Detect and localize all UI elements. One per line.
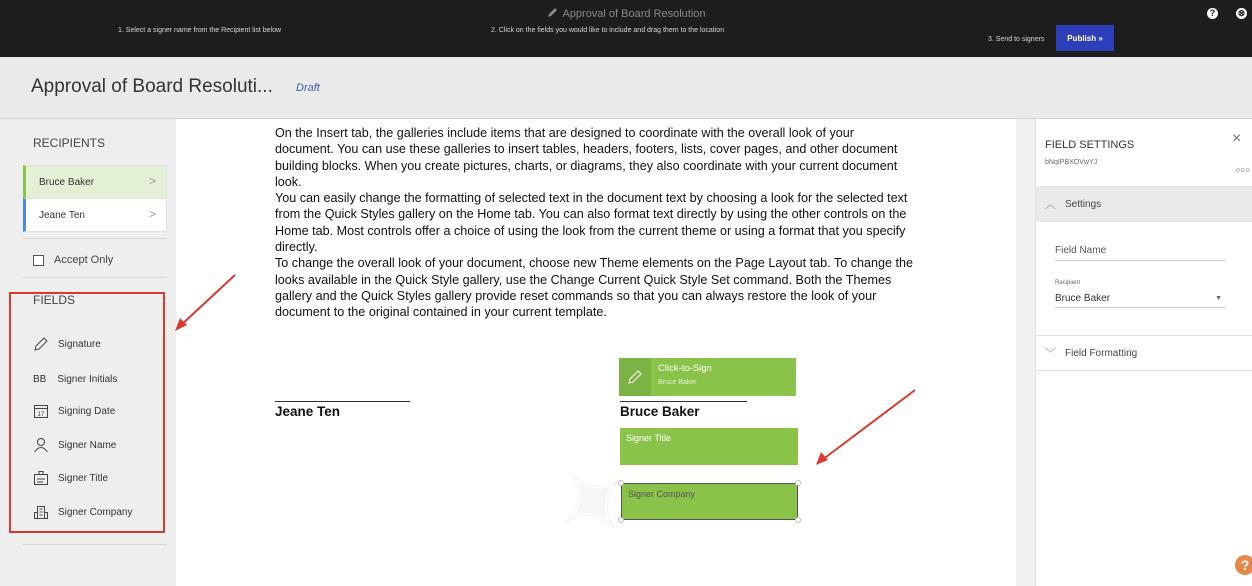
chevron-down-icon: ﹀ [1045, 348, 1056, 360]
page-title: Approval of Board Resoluti... [31, 76, 273, 97]
click-to-sign-signer: Bruce Baker [658, 379, 697, 386]
recipient-label: Recipient [1055, 280, 1081, 286]
divider [23, 544, 167, 545]
field-settings-title: FIELD SETTINGS [1045, 139, 1135, 151]
signer-company-field[interactable] [621, 483, 798, 520]
paragraph: On the Insert tab, the galleries include items that are designed to coordinate with the overall look of your document. You can use these galleries to insert tables, headers, footers, lists, cover pages, and other document building blocks. When you create pictures, charts, or diagrams, they also coordinate with your current document look. [275, 126, 898, 189]
document-body [275, 125, 915, 321]
recipient-item-bruce-baker[interactable] [23, 165, 167, 199]
settings-section-toggle[interactable] [1036, 186, 1252, 222]
left-sidebar [0, 119, 176, 586]
field-formatting-section-toggle[interactable] [1036, 335, 1252, 371]
fields-heading: FIELDS [33, 293, 76, 307]
field-signer-company[interactable] [33, 503, 132, 521]
resize-handle[interactable] [618, 480, 624, 486]
click-to-sign-label: Click-to-Sign [658, 363, 712, 374]
chevron-up-icon: ︿ [1045, 199, 1056, 211]
calendar-icon [33, 403, 49, 419]
field-name-input[interactable]: Field Name [1055, 245, 1226, 261]
step-1-instruction: 1. Select a signer name from the Recipient list below [118, 27, 282, 34]
chevron-right-icon: > [148, 207, 156, 221]
field-label: Signature [58, 338, 101, 350]
recipient-value: Bruce Baker [1055, 293, 1111, 304]
checkbox-icon[interactable] [33, 255, 44, 266]
dropdown-arrow-icon: ▼ [1215, 295, 1222, 302]
signer-company-label: Signer Company [628, 489, 696, 499]
divider [23, 238, 167, 239]
pencil-icon [33, 336, 49, 352]
field-signing-date[interactable] [33, 402, 115, 420]
top-toolbar [0, 0, 1252, 57]
status-badge: Draft [296, 82, 320, 94]
more-options-icon[interactable]: ooo [1236, 167, 1251, 174]
publish-button[interactable]: Publish » [1056, 25, 1114, 51]
field-formatting-label: Field Formatting [1065, 347, 1138, 359]
resize-handle[interactable] [618, 517, 624, 523]
resize-handle[interactable] [795, 517, 801, 523]
signature-line-left [275, 401, 410, 402]
id-card-icon [33, 470, 49, 486]
step-3-instruction: 3. Send to signers [988, 36, 1045, 43]
person-icon [33, 437, 49, 453]
signer-name-left: Jeane Ten [275, 404, 341, 419]
field-label: Signer Initials [57, 373, 118, 385]
recipient-name: Jeane Ten [39, 209, 85, 221]
document-title-bar [0, 7, 1252, 20]
settings-section-label: Settings [1065, 198, 1102, 210]
signer-title-field[interactable] [620, 428, 798, 465]
field-label: Signing Date [58, 405, 116, 417]
step-2-instruction: 2. Click on the fields you would like to include and drag them to the location [491, 27, 725, 34]
field-label: Signer Name [58, 439, 117, 451]
recipient-item-jeane-ten[interactable] [23, 198, 167, 232]
help-bubble-icon[interactable]: ? [1235, 555, 1252, 575]
resize-handle[interactable] [795, 480, 801, 486]
signature-line-right [620, 401, 747, 402]
field-signer-name[interactable] [33, 436, 116, 454]
chevron-right-icon: > [148, 174, 156, 188]
signer-title-label: Signer Title [626, 433, 672, 443]
signer-name-right: Bruce Baker [620, 404, 700, 419]
document-title: Approval of Board Resolution [562, 8, 706, 20]
close-icon[interactable]: ⊗ [1237, 8, 1246, 18]
click-to-sign-field[interactable] [619, 358, 796, 396]
help-icon[interactable]: ? [1207, 8, 1218, 19]
field-signer-title[interactable] [33, 469, 108, 487]
field-label: Signer Title [58, 472, 109, 484]
pencil-icon [546, 7, 558, 19]
paragraph: To change the overall look of your document, choose new Theme elements on the Page Layout tab. To change the looks available in the Quick Style gallery, use the Change Current Quick Style Set command. Both the Themes gallery and the Quick Styles gallery provide reset commands so that you can always restore the look of your document to the original contained in your current template. [275, 256, 914, 320]
accept-only-checkbox[interactable] [33, 254, 113, 266]
recipient-name: Bruce Baker [39, 176, 95, 188]
field-signature[interactable] [33, 335, 101, 353]
paragraph: You can easily change the formatting of selected text in the document text by choosing a look for the selected text from the Quick Styles gallery on the Home tab. You can also format text directly by using the other controls on the Home tab. Most controls offer a choice of using the look from the current theme or using a format that you specify directly. [275, 191, 908, 255]
recipients-heading: RECIPIENTS [33, 136, 106, 150]
document-canvas[interactable] [176, 119, 1016, 586]
field-settings-panel [1035, 119, 1252, 586]
close-panel-icon[interactable]: × [1232, 130, 1242, 147]
recipient-select[interactable] [1055, 293, 1226, 308]
pencil-icon [619, 358, 651, 396]
divider [23, 277, 167, 278]
page-header [0, 57, 1252, 119]
field-signer-initials[interactable] [33, 370, 117, 388]
building-icon [33, 504, 49, 520]
accept-only-label: Accept Only [54, 254, 114, 266]
svg-text:17: 17 [37, 412, 45, 418]
field-label: Signer Company [58, 506, 133, 518]
initials-icon: BB [33, 373, 47, 385]
field-id: bNqIPBXOVwYJ [1045, 159, 1098, 166]
